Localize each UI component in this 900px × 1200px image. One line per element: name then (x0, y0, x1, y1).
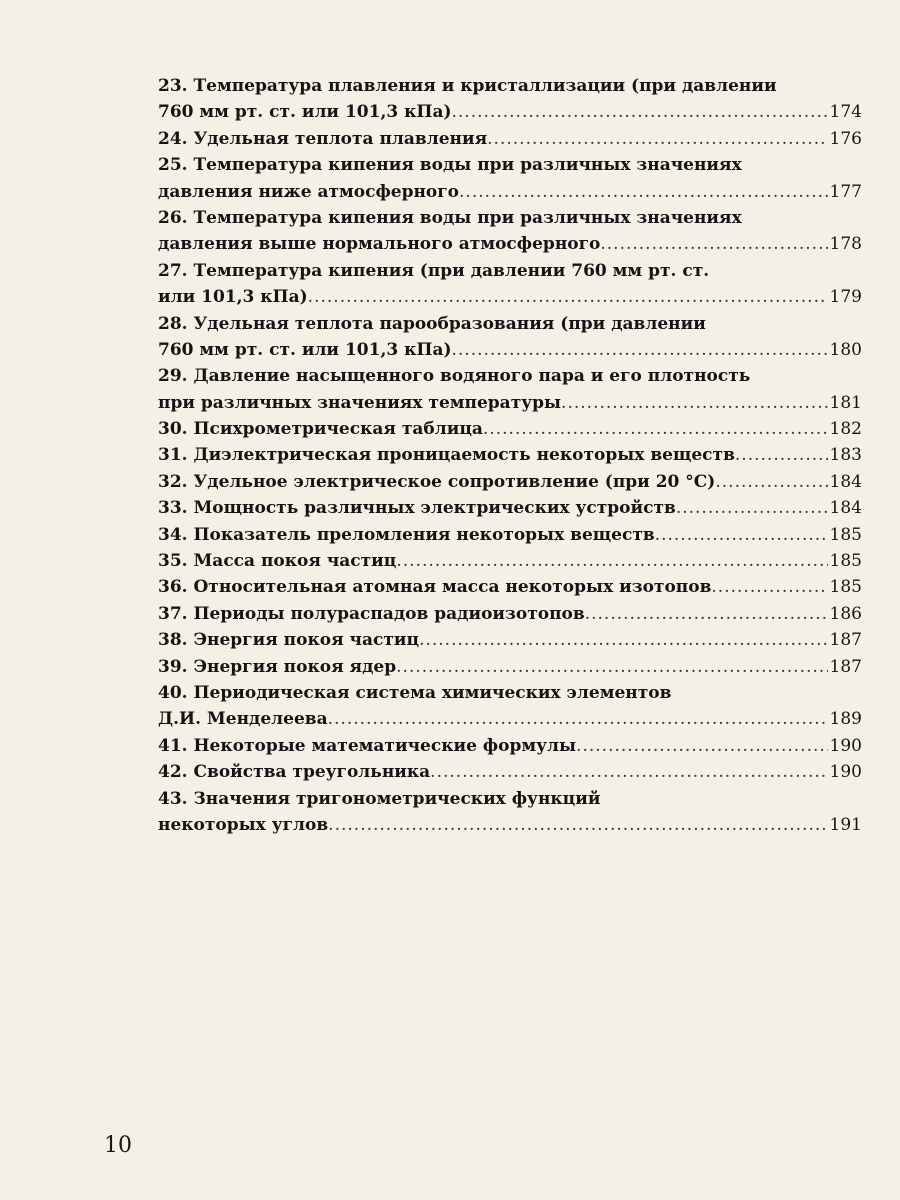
toc-entry-line (158, 152, 862, 178)
toc-entry-line-last (158, 416, 862, 442)
toc-entry-line-last (158, 337, 862, 363)
toc-entry (158, 786, 862, 839)
toc-entry-title: Д.И. Менделеева (158, 709, 328, 730)
toc-entry (158, 258, 862, 311)
toc-entry-title: 43. Значения тригонометрических функций (158, 788, 601, 809)
toc-page-number: 181 (829, 392, 862, 413)
toc-entry (158, 152, 862, 205)
toc-page-number: 178 (829, 234, 862, 255)
toc-entry-title: 29. Давление насыщенного водяного пара и его плотность (158, 366, 751, 387)
toc-entry-line-last (158, 706, 862, 732)
toc-entry-title: 37. Периоды полураспадов радиоизотопов (158, 603, 585, 624)
toc-page-number: 179 (829, 287, 862, 308)
page-number: 10 (104, 1133, 132, 1158)
toc-page-number: 185 (829, 551, 862, 572)
toc-entry-title: или 101,3 кПа) (158, 287, 308, 308)
dot-leader (576, 733, 828, 759)
toc-page-number: 186 (829, 603, 862, 624)
dot-leader (735, 442, 828, 468)
toc-entry-title: 33. Мощность различных электрических устройств (158, 498, 676, 519)
toc-page-number: 189 (829, 709, 862, 730)
toc-entry-title: 39. Энергия покоя ядер (158, 656, 397, 677)
toc-entry-line-last (158, 812, 862, 838)
dot-leader (452, 337, 828, 363)
toc-entry (158, 469, 862, 495)
toc-entry-line-last (158, 759, 862, 785)
toc-entry (158, 205, 862, 258)
dot-leader (419, 627, 827, 653)
toc-entry-title: давления ниже атмосферного (158, 181, 460, 202)
dot-leader (715, 469, 827, 495)
toc-entry (158, 680, 862, 733)
toc-entry (158, 495, 862, 521)
toc-page-number: 187 (829, 656, 862, 677)
toc-entry-line (158, 680, 862, 706)
dot-leader (396, 654, 827, 680)
toc-entry (158, 522, 862, 548)
toc-entry-line (158, 363, 862, 389)
toc-page-number: 177 (829, 181, 862, 202)
toc-entry-title: некоторых углов (158, 814, 329, 835)
toc-entry-line-last (158, 522, 862, 548)
toc-entry (158, 574, 862, 600)
toc-page-number: 191 (829, 814, 862, 835)
toc-entry-title: 30. Психрометрическая таблица (158, 419, 483, 440)
dot-leader (308, 284, 828, 310)
toc-entry-line-last (158, 733, 862, 759)
toc-page-number: 185 (829, 577, 862, 598)
dot-leader (483, 416, 828, 442)
toc-entry-line-last (158, 99, 862, 125)
toc-page-number: 182 (829, 419, 862, 440)
table-of-contents (158, 73, 862, 838)
toc-page-number: 185 (829, 524, 862, 545)
toc-entry-line-last (158, 231, 862, 257)
toc-entry (158, 654, 862, 680)
dot-leader (452, 99, 828, 125)
toc-entry-line-last (158, 574, 862, 600)
toc-entry-line-last (158, 627, 862, 653)
toc-entry (158, 759, 862, 785)
toc-entry-line-last (158, 390, 862, 416)
toc-entry-line-last (158, 442, 862, 468)
toc-entry (158, 442, 862, 468)
toc-page-number: 184 (829, 498, 862, 519)
dot-leader (585, 601, 828, 627)
toc-entry-title: 760 мм рт. ст. или 101,3 кПа) (158, 102, 452, 123)
dot-leader (328, 706, 828, 732)
toc-entry (158, 73, 862, 126)
dot-leader (655, 522, 828, 548)
dot-leader (487, 126, 827, 152)
toc-entry-title: 42. Свойства треугольника (158, 762, 431, 783)
toc-entry-title: 34. Показатель преломления некоторых веществ (158, 524, 655, 545)
toc-entry-line-last (158, 284, 862, 310)
toc-page-number: 174 (829, 102, 862, 123)
toc-entry-title: 31. Диэлектрическая проницаемость некоторых веществ (158, 445, 735, 466)
toc-entry-line-last (158, 126, 862, 152)
toc-entry-title: 26. Температура кипения воды при различных значениях (158, 207, 742, 228)
toc-entry-title: давления выше нормального атмосферного (158, 234, 601, 255)
dot-leader (676, 495, 828, 521)
dot-leader (600, 231, 827, 257)
toc-entry-title: 25. Температура кипения воды при различных значениях (158, 155, 742, 176)
toc-entry-title: 36. Относительная атомная масса некоторых изотопов (158, 577, 712, 598)
dot-leader (561, 390, 828, 416)
toc-entry (158, 363, 862, 416)
dot-leader (711, 574, 827, 600)
toc-entry-line-last (158, 179, 862, 205)
toc-entry-title: 40. Периодическая система химических элементов (158, 682, 672, 703)
toc-entry-title: 24. Удельная теплота плавления (158, 128, 488, 149)
toc-page-number: 190 (829, 735, 862, 756)
toc-entry-title: 760 мм рт. ст. или 101,3 кПа) (158, 339, 452, 360)
toc-page-number: 187 (829, 630, 862, 651)
toc-entry-line (158, 73, 862, 99)
toc-page-number: 190 (829, 762, 862, 783)
toc-entry-title: 27. Температура кипения (при давлении 760 мм рт. ст. (158, 260, 710, 281)
toc-entry (158, 548, 862, 574)
toc-entry-line (158, 786, 862, 812)
toc-entry-line-last (158, 601, 862, 627)
toc-page-number: 176 (829, 128, 862, 149)
toc-entry-line (158, 258, 862, 284)
dot-leader (328, 812, 827, 838)
toc-entry-title: 32. Удельное электрическое сопротивление (при 20 °С) (158, 471, 716, 492)
toc-entry-title: 23. Температура плавления и кристаллизации (при давлении (158, 76, 777, 96)
toc-page-number: 180 (829, 339, 862, 360)
toc-page-number: 183 (829, 445, 862, 466)
toc-entry (158, 627, 862, 653)
toc-page-number: 184 (829, 471, 862, 492)
toc-entry-line-last (158, 469, 862, 495)
toc-entry (158, 126, 862, 152)
toc-entry-line-last (158, 548, 862, 574)
toc-entry-title: 41. Некоторые математические формулы (158, 735, 577, 756)
toc-entry-title: 28. Удельная теплота парообразования (при давлении (158, 313, 706, 334)
toc-entry (158, 601, 862, 627)
toc-entry (158, 311, 862, 364)
toc-entry-line-last (158, 495, 862, 521)
toc-entry-title: 35. Масса покоя частиц (158, 551, 397, 572)
toc-entry-title: 38. Энергия покоя частиц (158, 630, 420, 651)
toc-entry-line-last (158, 654, 862, 680)
toc-entry-title: при различных значениях температуры (158, 392, 562, 413)
toc-entry-line (158, 311, 862, 337)
dot-leader (459, 179, 828, 205)
dot-leader (430, 759, 827, 785)
toc-entry (158, 416, 862, 442)
dot-leader (396, 548, 827, 574)
toc-entry-line (158, 205, 862, 231)
toc-entry (158, 733, 862, 759)
